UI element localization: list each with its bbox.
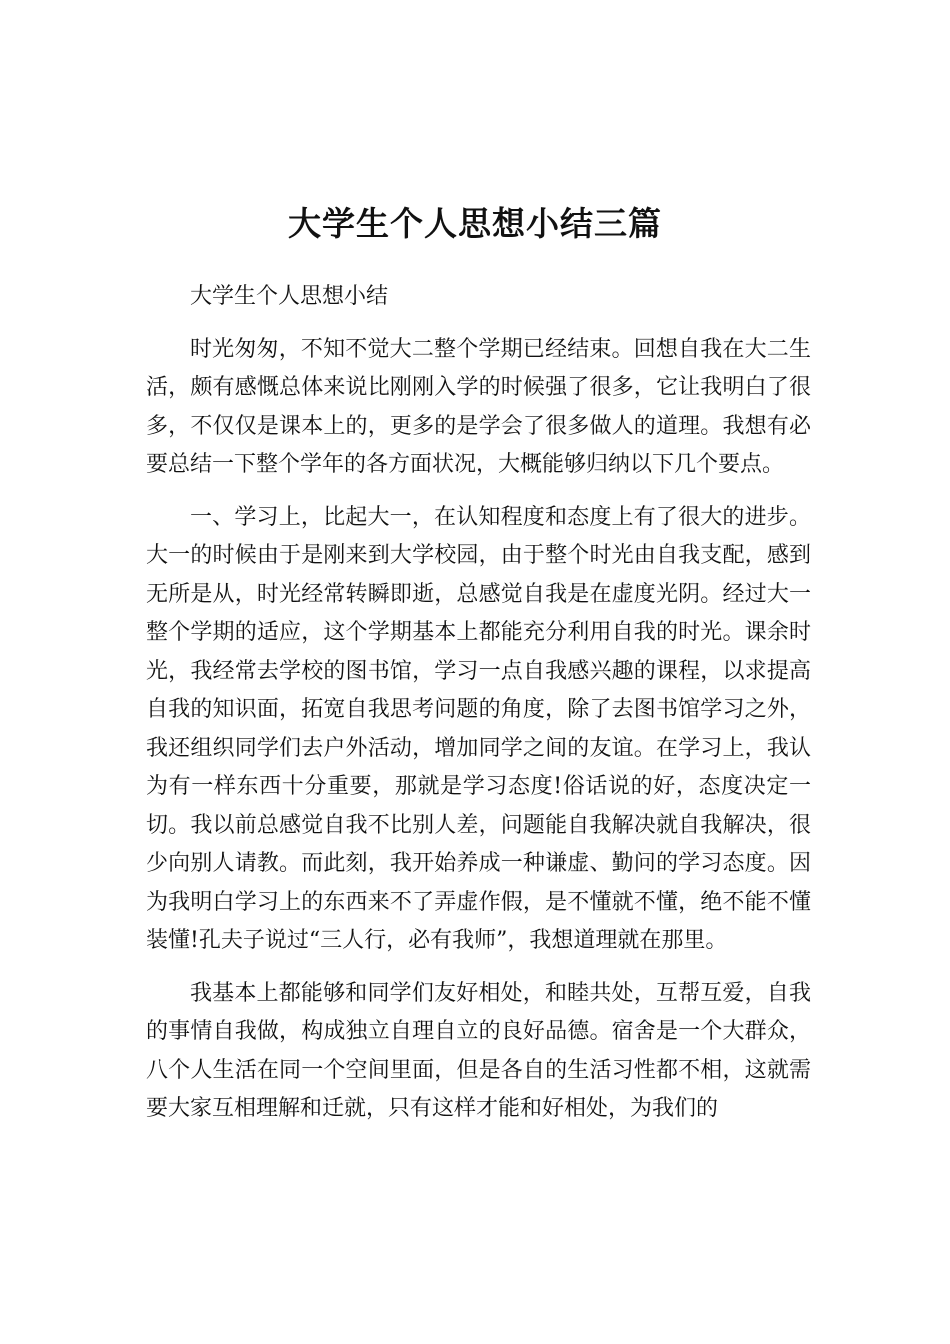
document-title: 大学生个人思想小结三篇 bbox=[288, 204, 662, 243]
document-body bbox=[146, 278, 811, 1143]
paragraph: 一、学习上，比起大一，在认知程度和态度上有了很大的进步。大一的时候由于是刚来到大学校园，由于整个时光由自我支配，感到无所是从，时光经常转瞬即逝，总感觉自我是在虚度光阴。经过大一整个学期的适应，这个学期基本上都能充分利用自我的时光。课余时光，我经常去学校的图书馆，学习一点自我感兴趣的课程，以求提高自我的知识面，拓宽自我思考问题的角度，除了去图书馆学习之外，我还组织同学们去户外活动，增加同学之间的友谊。在学习上，我认为有一样东西十分重要，那就是学习态度!俗话说的好，态度决定一切。我以前总感觉自我不比别人差，问题能自我解决就自我解决，很少向别人请教。而此刻，我开始养成一种谦虚、勤问的学习态度。因为我明白学习上的东西来不了弄虚作假，是不懂就不懂，绝不能不懂装懂!孔夫子说过“三人行，必有我师”，我想道理就在那里。 bbox=[146, 504, 811, 953]
paragraph: 时光匆匆，不知不觉大二整个学期已经结束。回想自我在大二生活，颇有感慨总体来说比刚刚入学的时候强了很多，它让我明白了很多，不仅仅是课本上的，更多的是学会了很多做人的道理。我想有必要总结一下整个学年的各方面状况，大概能够归纳以下几个要点。 bbox=[146, 336, 811, 477]
paragraph: 我基本上都能够和同学们友好相处，和睦共处，互帮互爱，自我的事情自我做，构成独立自理自立的良好品德。宿舍是一个大群众，八个人生活在同一个空间里面，但是各自的生活习性都不相，这就需要大家互相理解和迁就，只有这样才能和好相处，为我们的 bbox=[146, 980, 811, 1121]
section-heading: 大学生个人思想小结 bbox=[190, 284, 389, 309]
